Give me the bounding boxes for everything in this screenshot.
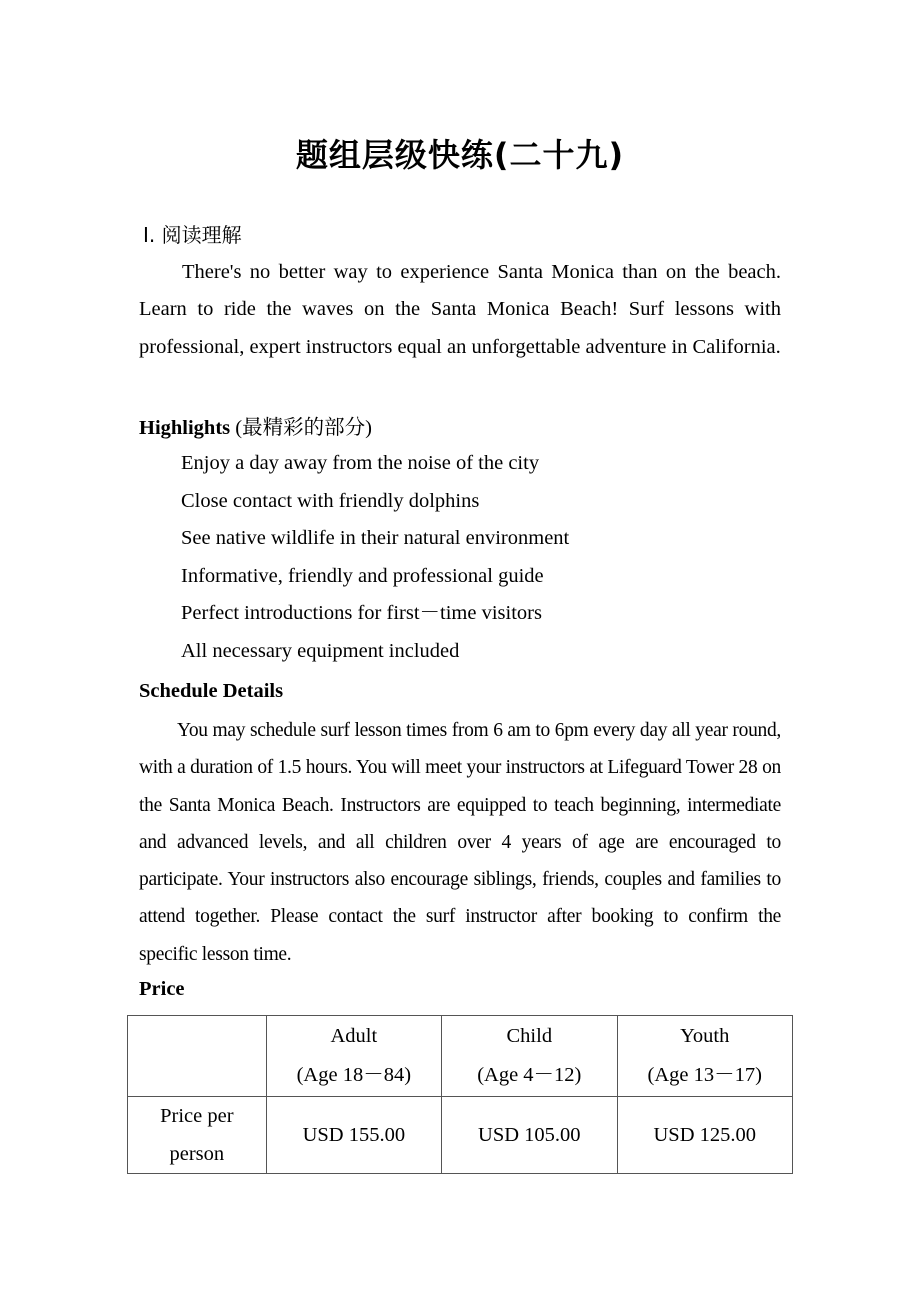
price-cell: USD 105.00 (442, 1097, 617, 1174)
list-item: Perfect introductions for first－time visitors (181, 602, 542, 625)
highlights-heading (139, 410, 372, 440)
row-label-cell (128, 1097, 267, 1174)
table-header-row (128, 1016, 793, 1097)
category-label: Youth (680, 1025, 730, 1047)
category-label: Adult (330, 1025, 378, 1047)
price-cell: USD 155.00 (266, 1097, 441, 1174)
schedule-paragraph (139, 712, 781, 973)
table-corner-cell (128, 1016, 267, 1097)
row-label-line: person (169, 1143, 225, 1165)
page-title: 题组层级快练(二十九) (295, 136, 625, 174)
table-row (128, 1097, 793, 1174)
age-range: (Age 18－84) (296, 1064, 412, 1086)
table-header-cell (617, 1016, 792, 1097)
list-item: Enjoy a day away from the noise of the city (181, 452, 540, 474)
table-header-cell (266, 1016, 441, 1097)
price-table (127, 1015, 793, 1174)
price-heading: Price (139, 978, 185, 1000)
list-item: See native wildlife in their natural environment (181, 527, 570, 550)
highlights-note: (最精彩的部分) (235, 417, 372, 439)
age-range: (Age 4－12) (477, 1064, 582, 1086)
age-range: (Age 13－17) (647, 1064, 762, 1086)
price-cell: USD 125.00 (617, 1097, 792, 1174)
schedule-heading: Schedule Details (139, 680, 284, 702)
highlights-heading-text: Highlights (139, 417, 231, 439)
list-item: All necessary equipment included (181, 639, 460, 662)
category-label: Child (506, 1025, 553, 1047)
list-item: Informative, friendly and professional guide (181, 564, 544, 587)
intro-text: There's no better way to experience Santa Monica than on the beach. Learn to ride the waves on the Santa Monica Beach! Surf lessons with professional, expert instructors equal an unforgettable adventure in California. (139, 261, 781, 358)
intro-paragraph (139, 254, 781, 366)
table-header-cell (442, 1016, 617, 1097)
row-label-line: Price per (160, 1105, 234, 1127)
highlights-list (181, 445, 569, 671)
schedule-text: You may schedule surf lesson times from 6 am to 6pm every day all year round, with a duration of 1.5 hours. You will meet your instructors at Lifeguard Tower 28 on the Santa Monica Beach. Instructors are equipped to teach beginning, intermediate and advanced levels, and all children over 4 years of age are encouraged to participate. Your instructors also encourage siblings, friends, couples and families to attend together. Please contact the surf instructor after booking to confirm the specific lesson time. (139, 720, 781, 965)
section-heading: Ⅰ. 阅读理解 (143, 223, 242, 247)
list-item: Close contact with friendly dolphins (181, 489, 480, 512)
